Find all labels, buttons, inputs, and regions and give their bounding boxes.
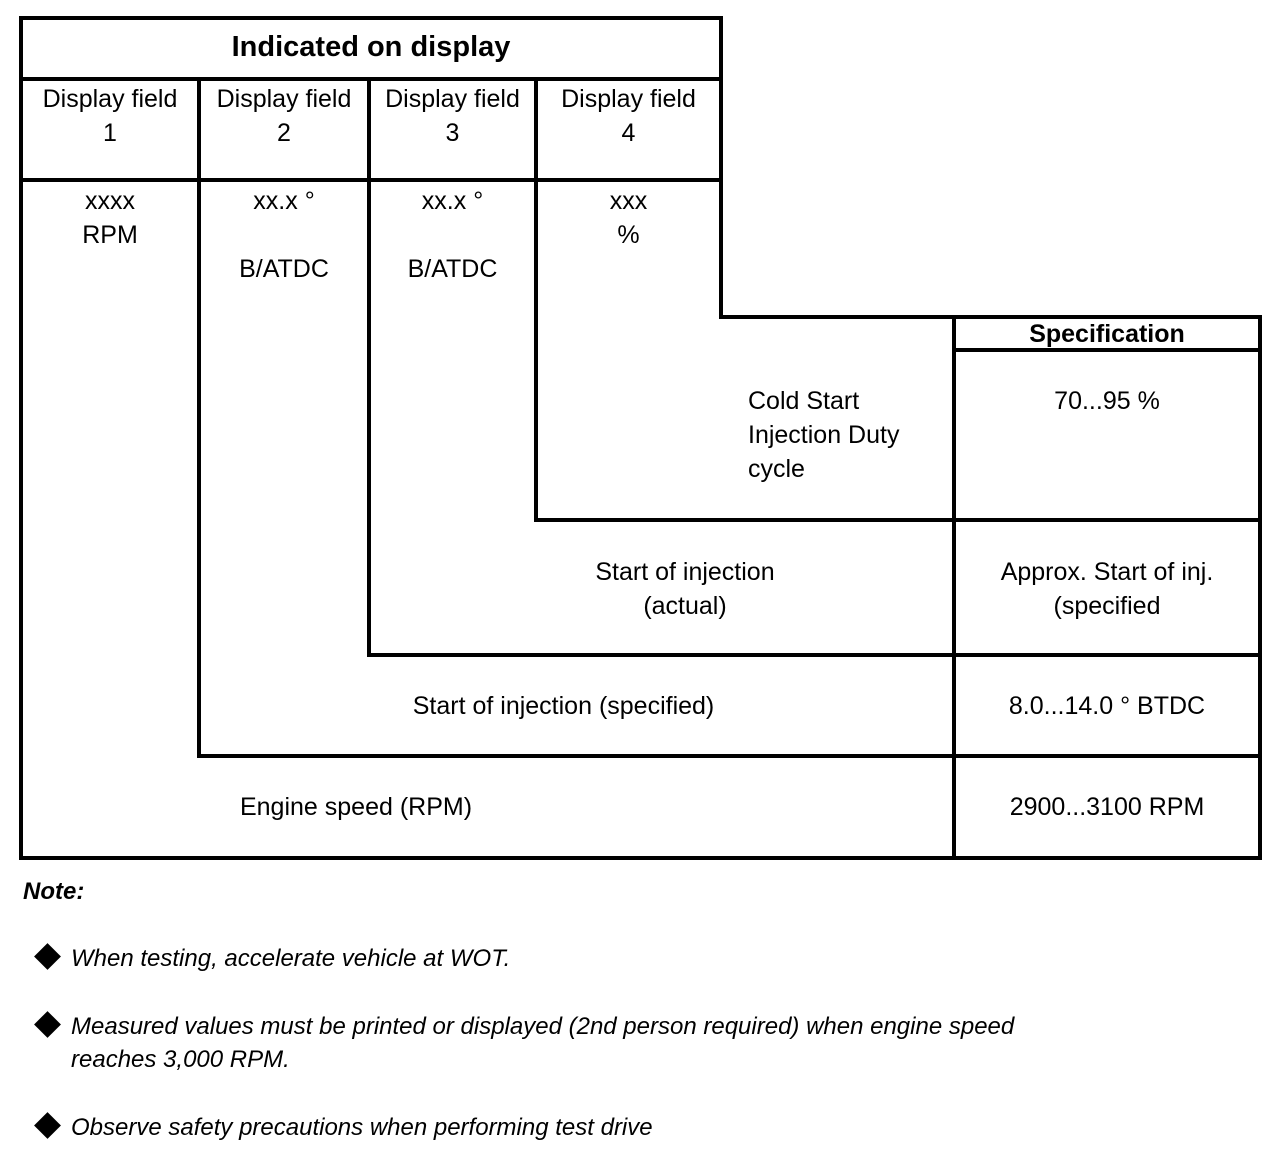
table-title: Indicated on display bbox=[231, 31, 511, 63]
border-top bbox=[19, 16, 723, 20]
display-field-2-header: Display field 2 bbox=[216, 85, 352, 147]
cold-start-spec: 70...95 % bbox=[1054, 387, 1160, 415]
note-text: Observe safety precautions when performing test drive bbox=[71, 1114, 653, 1141]
cold-start-label: Cold Start Injection Duty cycle bbox=[748, 387, 900, 483]
divider-col-1 bbox=[197, 77, 201, 758]
injection-specified-label: Start of injection (specified) bbox=[412, 692, 715, 720]
display-field-1-value: xxxx RPM bbox=[82, 187, 138, 249]
diamond-bullet-icon bbox=[34, 943, 61, 970]
border-bottom bbox=[19, 856, 1262, 860]
row-divider-3 bbox=[197, 754, 1262, 758]
display-field-2-value: xx.x ° B/ATDC bbox=[239, 187, 329, 283]
row-divider-2 bbox=[367, 653, 1262, 657]
note-title: Note: bbox=[23, 878, 85, 905]
diamond-bullet-icon bbox=[34, 1011, 61, 1038]
display-field-3-header: Display field 3 bbox=[385, 85, 520, 147]
divider-title bbox=[19, 77, 723, 81]
engine-speed-label: Engine speed (RPM) bbox=[239, 793, 473, 821]
display-field-1-header: Display field 1 bbox=[42, 85, 178, 147]
display-field-4-header: Display field 4 bbox=[561, 85, 696, 147]
injection-actual-spec: Approx. Start of inj. (specified bbox=[1000, 558, 1214, 620]
row-divider-1 bbox=[534, 518, 1262, 522]
divider-field-headers bbox=[19, 178, 723, 182]
note-text: When testing, accelerate vehicle at WOT. bbox=[71, 945, 511, 972]
border-display-right bbox=[719, 16, 723, 318]
diamond-bullet-icon bbox=[34, 1112, 61, 1139]
injection-actual-label: Start of injection (actual) bbox=[595, 558, 775, 620]
engine-speed-spec: 2900...3100 RPM bbox=[1009, 793, 1205, 821]
display-field-4-value: xxx % bbox=[609, 187, 648, 249]
divider-col-2 bbox=[367, 77, 371, 657]
display-field-3-value: xx.x ° B/ATDC bbox=[407, 187, 498, 283]
injection-specified-spec: 8.0...14.0 ° BTDC bbox=[1008, 692, 1206, 720]
border-right bbox=[1258, 315, 1262, 860]
note-text: Measured values must be printed or displayed (2nd person required) when engine speed reaches 3,000 RPM. bbox=[71, 1013, 1015, 1073]
specification-header: Specification bbox=[1029, 320, 1185, 348]
